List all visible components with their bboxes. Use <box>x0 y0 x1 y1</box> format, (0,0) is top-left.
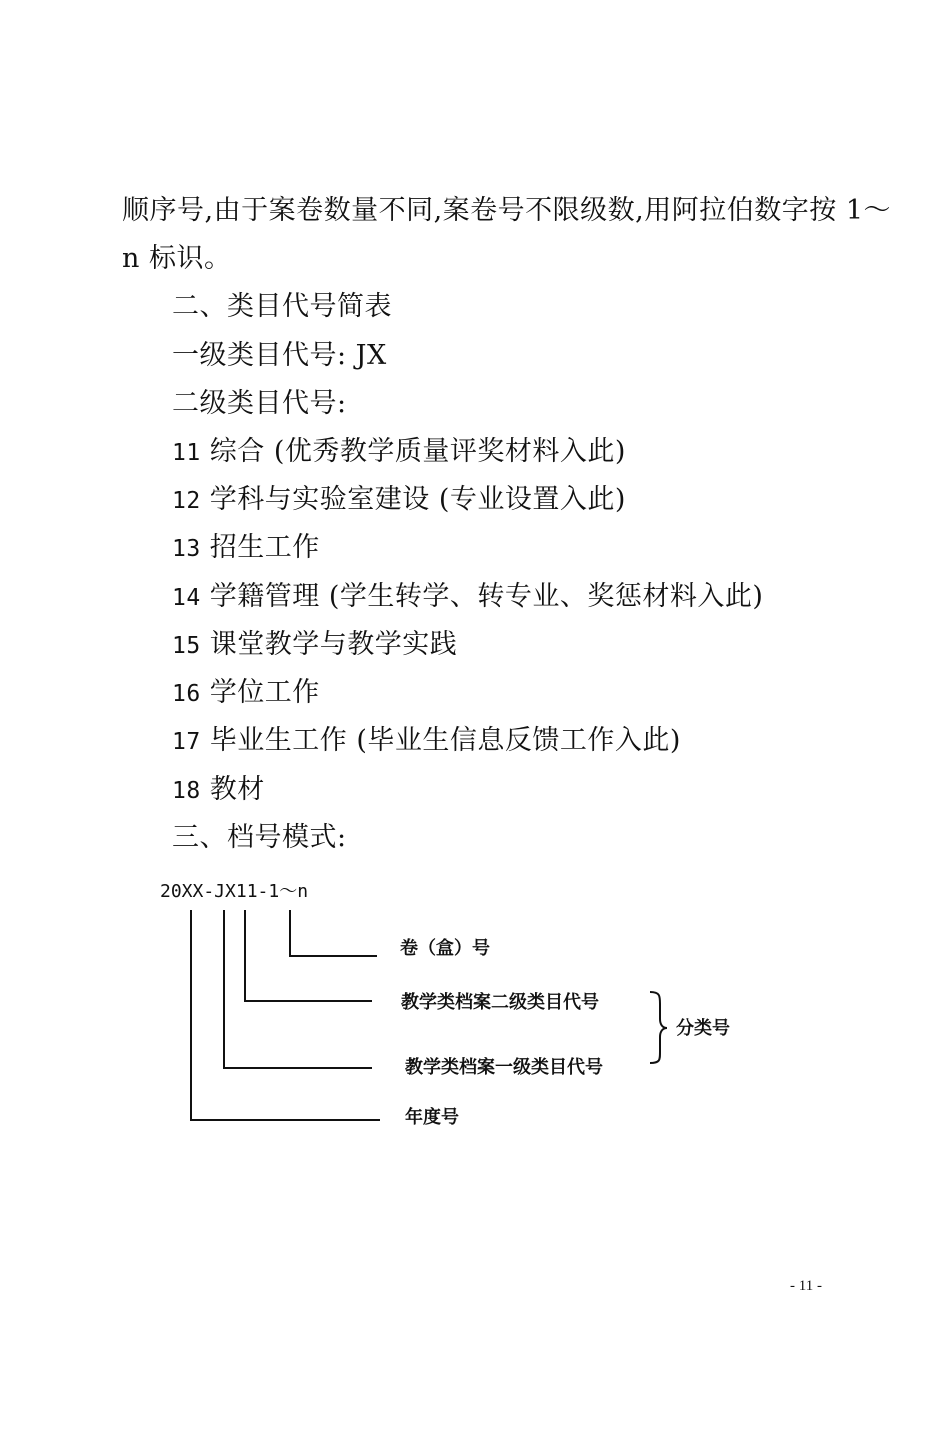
paragraph-line-2: n 标识。 <box>122 243 232 274</box>
category-code: 14 <box>172 585 201 611</box>
category-text: 综合 (优秀教学质量评奖材料入此) <box>209 436 626 467</box>
category-code: 15 <box>172 633 201 659</box>
label-volume-number: 卷（盒）号 <box>400 938 490 959</box>
label-level1-code: 教学类档案一级类目代号 <box>405 1057 603 1078</box>
category-text: 学科与实验室建设 (专业设置入此) <box>209 484 626 515</box>
category-code: 11 <box>172 440 201 466</box>
level2-code-heading: 二级类目代号: <box>172 388 347 419</box>
category-code: 13 <box>172 536 201 562</box>
archive-code-pattern: 20XX-JX11-1～n <box>160 881 309 902</box>
category-text: 学位工作 <box>209 677 320 708</box>
classification-brace <box>650 992 667 1063</box>
page-number: - 11 - <box>790 1278 822 1294</box>
label-level2-code: 教学类档案二级类目代号 <box>401 992 599 1013</box>
label-classification-number: 分类号 <box>676 1018 730 1039</box>
category-code: 17 <box>172 729 201 755</box>
connector-year <box>191 910 380 1120</box>
category-text: 学籍管理 (学生转学、转专业、奖惩材料入此) <box>209 581 764 612</box>
connector-level1 <box>224 910 372 1068</box>
category-text: 课堂教学与教学实践 <box>209 629 458 660</box>
section-3-title: 三、档号模式: <box>172 822 347 853</box>
level1-code-line: 一级类目代号: JX <box>172 340 387 371</box>
category-code: 12 <box>172 488 201 514</box>
category-code: 16 <box>172 681 201 707</box>
section-2-title: 二、类目代号简表 <box>172 291 392 322</box>
paragraph-line-1: 顺序号,由于案卷数量不同,案卷号不限级数,用阿拉伯数字按 1～ <box>122 195 892 226</box>
connector-volume <box>290 910 377 956</box>
label-year-number: 年度号 <box>405 1107 459 1128</box>
category-text: 教材 <box>209 774 265 805</box>
category-text: 招生工作 <box>209 532 320 563</box>
category-code: 18 <box>172 778 201 804</box>
category-text: 毕业生工作 (毕业生信息反馈工作入此) <box>209 725 681 756</box>
